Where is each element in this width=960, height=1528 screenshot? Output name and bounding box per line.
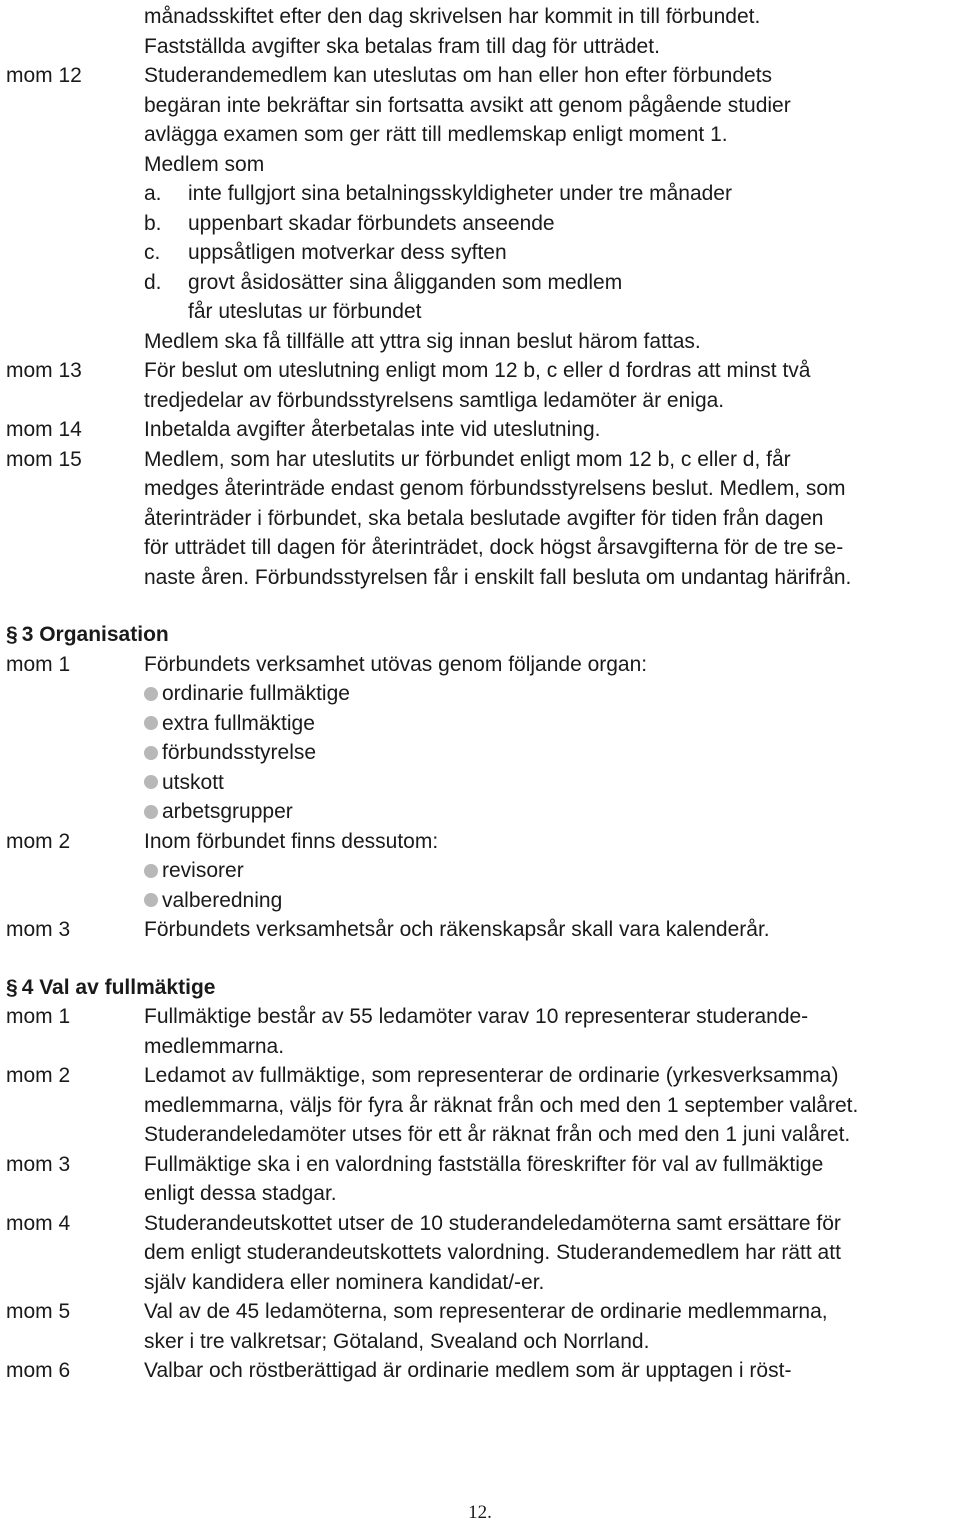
section-title: 3 Organisation [21, 623, 169, 646]
text-line: Studerandemedlem kan uteslutas om han eller hon efter förbundets [144, 64, 773, 87]
bullet-text: valberedning [162, 888, 283, 912]
mom-text [144, 1297, 960, 1356]
mom-text [144, 61, 960, 356]
list-item-d [144, 268, 956, 327]
bullet-item [144, 886, 956, 916]
list-text: grovt åsidosätter sina åligganden som medlem [188, 270, 623, 294]
mom-label: mom 6 [6, 1359, 71, 1382]
bullet-text: ordinarie fullmäktige [162, 682, 350, 705]
text-line: Studerandeledamöter utses för ett år räknat från och med den 1 juni valåret. [144, 1123, 851, 1146]
bullet-icon [144, 893, 158, 907]
mom-13 [0, 356, 960, 415]
text-line: Medlem som [144, 152, 265, 176]
mom-text [144, 1150, 960, 1209]
mom-label: mom 2 [6, 829, 71, 853]
bullet-icon [144, 716, 158, 730]
document-page [0, 2, 960, 1386]
section-symbol: § [6, 623, 18, 646]
text-line: Studerandeutskottet utser de 10 studerandeledamöterna samt ersättare för [144, 1211, 841, 1235]
text-line: Fullmäktige består av 55 ledamöter varav 10 representerar studerande- [144, 1005, 809, 1028]
mom-text [144, 1002, 960, 1061]
list-key: d. [144, 270, 162, 294]
bullet-item [144, 738, 956, 768]
bullet-item [144, 709, 956, 739]
s3-mom-2 [0, 827, 960, 916]
text-line: För beslut om uteslutning enligt mom 12 b, c eller d fordras att minst två [144, 359, 811, 382]
section-heading-3 [0, 620, 960, 650]
bullet-text: utskott [162, 770, 224, 794]
list-key: c. [144, 241, 161, 264]
text-line: sker i tre valkretsar; Götaland, Svealand och Norrland. [144, 1329, 650, 1353]
text-line: Inom förbundet finns dessutom: [144, 829, 439, 853]
mom-text [144, 445, 960, 593]
bullet-icon [144, 775, 158, 789]
section-symbol: § [6, 975, 18, 999]
mom-label: mom 15 [6, 447, 82, 471]
empty-label [0, 2, 144, 61]
list-item-c [144, 238, 956, 268]
text-line: medlemmarna, väljs för fyra år räknat från och med den 1 september valåret. [144, 1093, 859, 1117]
bullet-text: arbetsgrupper [162, 800, 293, 823]
list-text: uppsåtligen motverkar dess syften [188, 241, 507, 264]
text-line: för utträdet till dagen för återinträdet, dock högst årsavgifterna för de tre se- [144, 536, 844, 559]
text-line: Medlem ska få tillfälle att yttra sig innan beslut härom fattas. [144, 329, 701, 353]
bullet-icon [144, 805, 158, 819]
list-key: b. [144, 211, 162, 235]
bullet-text: extra fullmäktige [162, 711, 315, 735]
text-line: Fullmäktige ska i en valordning fastställa föreskrifter för val av fullmäktige [144, 1152, 824, 1176]
bullet-text: revisorer [162, 859, 244, 882]
s3-mom-1 [0, 650, 960, 827]
mom-label: mom 14 [6, 418, 82, 441]
text-line: Förbundets verksamhet utövas genom följande organ: [144, 652, 648, 676]
mom-text [144, 1209, 960, 1298]
text-line: tredjedelar av förbundsstyrelsens samtliga ledamöter är eniga. [144, 388, 725, 412]
continuation-text [144, 2, 960, 61]
mom-label: mom 3 [6, 918, 71, 941]
bullet-icon [144, 746, 158, 760]
text-line: dem enligt studerandeutskottets valordning. Studerandemedlem har rätt att [144, 1241, 841, 1264]
text-line: medlemmarna. [144, 1034, 285, 1058]
mom-text [144, 1061, 960, 1150]
text-line: Ledamot av fullmäktige, som representerar de ordinarie (yrkesverksamma) [144, 1064, 839, 1087]
s4-mom-2 [0, 1061, 960, 1150]
mom-label: mom 2 [6, 1064, 71, 1087]
mom-12 [0, 61, 960, 356]
mom-label: mom 3 [6, 1152, 71, 1176]
mom-label: mom 4 [6, 1211, 71, 1235]
bullet-icon [144, 687, 158, 701]
text-line: enligt dessa stadgar. [144, 1182, 337, 1205]
section-heading-4 [0, 973, 960, 1003]
list-item-a [144, 179, 956, 209]
text-line: begäran inte bekräftar sin fortsatta avsikt att genom pågående studier [144, 93, 791, 117]
mom-text [144, 415, 960, 445]
s4-mom-5 [0, 1297, 960, 1356]
list-key: a. [144, 182, 162, 205]
list-item-b [144, 209, 956, 239]
bullet-item [144, 679, 956, 709]
page-number: 12. [468, 1502, 492, 1523]
text-line: Fastställda avgifter ska betalas fram till dag för utträdet. [144, 34, 660, 58]
text-line: månadsskiftet efter den dag skrivelsen har kommit in till förbundet. [144, 5, 761, 28]
mom-text [144, 1356, 960, 1386]
text-line: naste åren. Förbundsstyrelsen får i enskilt fall besluta om undantag härifrån. [144, 565, 852, 589]
text-line: Inbetalda avgifter återbetalas inte vid uteslutning. [144, 418, 601, 441]
bullet-item [144, 797, 956, 827]
mom-label: mom 1 [6, 652, 71, 676]
bullet-icon [144, 864, 158, 878]
mom-label: mom 1 [6, 1005, 71, 1028]
mom-label: mom 13 [6, 359, 82, 382]
mom-text [144, 650, 960, 827]
text-line: Förbundets verksamhetsår och räkenskapsår skall vara kalenderår. [144, 918, 770, 941]
text-line: själv kandidera eller nominera kandidat/-er. [144, 1270, 545, 1294]
s3-mom-3 [0, 915, 960, 945]
s4-mom-3 [0, 1150, 960, 1209]
list-text-wrap [188, 268, 956, 327]
mom-14 [0, 415, 960, 445]
mom-label: mom 5 [6, 1300, 71, 1323]
continuation-block [0, 2, 960, 61]
mom-text [144, 827, 960, 916]
text-line: Medlem, som har uteslutits ur förbundet enligt mom 12 b, c eller d, får [144, 447, 791, 471]
text-line: Val av de 45 ledamöterna, som representerar de ordinarie medlemmarna, [144, 1300, 828, 1323]
mom-label: mom 12 [6, 64, 82, 87]
text-line: medges återinträde endast genom förbundsstyrelsens beslut. Medlem, som [144, 477, 846, 500]
bullet-item [144, 856, 956, 886]
text-line: återinträder i förbundet, ska betala beslutade avgifter för tiden från dagen [144, 506, 824, 530]
bullet-text: förbundsstyrelse [162, 741, 317, 764]
mom-text [144, 915, 960, 945]
list-text: uppenbart skadar förbundets anseende [188, 211, 555, 235]
bullet-item [144, 768, 956, 798]
text-line: Valbar och röstberättigad är ordinarie medlem som är upptagen i röst- [144, 1359, 792, 1382]
list-text: inte fullgjort sina betalningsskyldigheter under tre månader [188, 182, 732, 205]
s4-mom-1 [0, 1002, 960, 1061]
section-title: 4 Val av fullmäktige [21, 975, 216, 999]
text-line: avlägga examen som ger rätt till medlemskap enligt moment 1. [144, 123, 728, 146]
mom-15 [0, 445, 960, 593]
mom-text [144, 356, 960, 415]
list-text-continuation: får uteslutas ur förbundet [188, 300, 422, 323]
s4-mom-4 [0, 1209, 960, 1298]
s4-mom-6 [0, 1356, 960, 1386]
